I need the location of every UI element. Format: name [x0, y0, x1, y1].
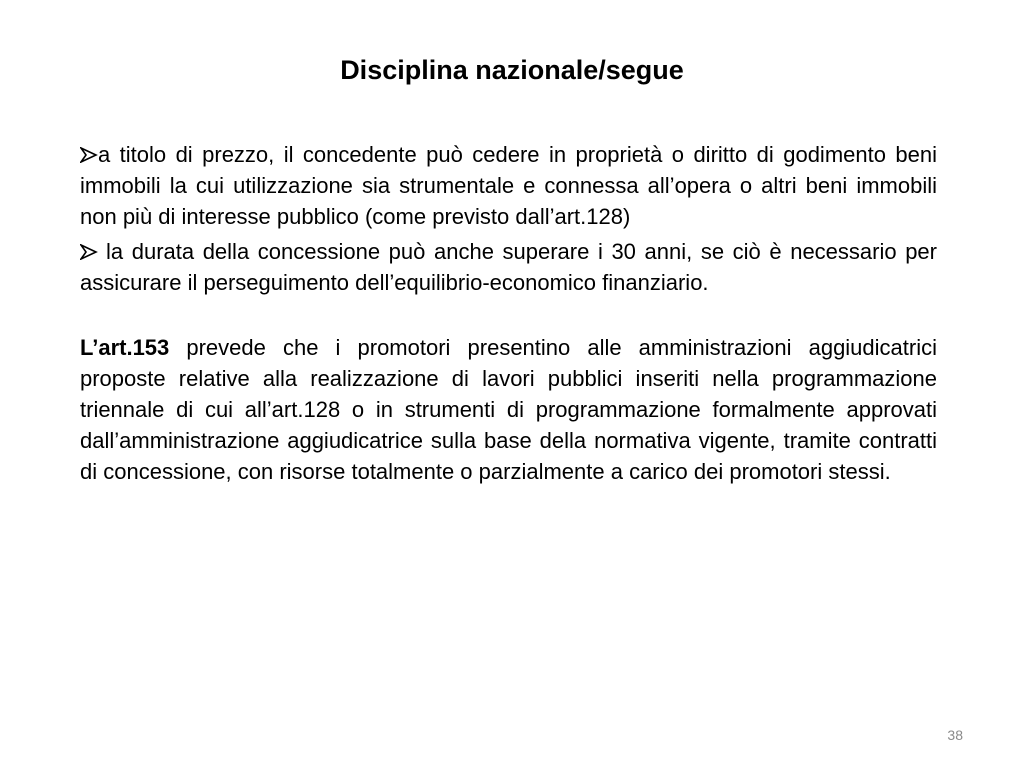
arrow-bullet-icon: [80, 147, 98, 163]
bullet-item: [80, 236, 937, 298]
page-number: 38: [947, 727, 963, 743]
article-reference: L’art.153: [80, 335, 170, 360]
bullet-text: a titolo di prezzo, il concedente può cedere in proprietà o diritto di godimento beni immobili la cui utilizzazione sia strumentale e connessa all’opera o altri beni immobili non più di interesse pubblico (come previsto dall’art.128): [80, 142, 937, 229]
slide-body: [80, 139, 937, 487]
slide-title: Disciplina nazionale/segue: [340, 55, 684, 85]
bullet-item: [80, 139, 937, 232]
arrow-bullet-icon: [80, 244, 98, 260]
body-paragraph: [80, 332, 937, 487]
paragraph-text: prevede che i promotori presentino alle amministrazioni aggiudicatrici proposte relative alla realizzazione di lavori pubblici inseriti nella programmazione triennale di cui all’art.128 o in strumenti di programmazione formalmente approvati dall’amministrazione aggiudicatrice sulla base della normativa vigente, tramite contratti di concessione, con risorse totalmente o parzialmente a carico dei promotori stessi.: [80, 335, 937, 484]
bullet-text: la durata della concessione può anche superare i 30 anni, se ciò è necessario per assicurare il perseguimento dell’equilibrio-economico finanziario.: [80, 239, 937, 295]
